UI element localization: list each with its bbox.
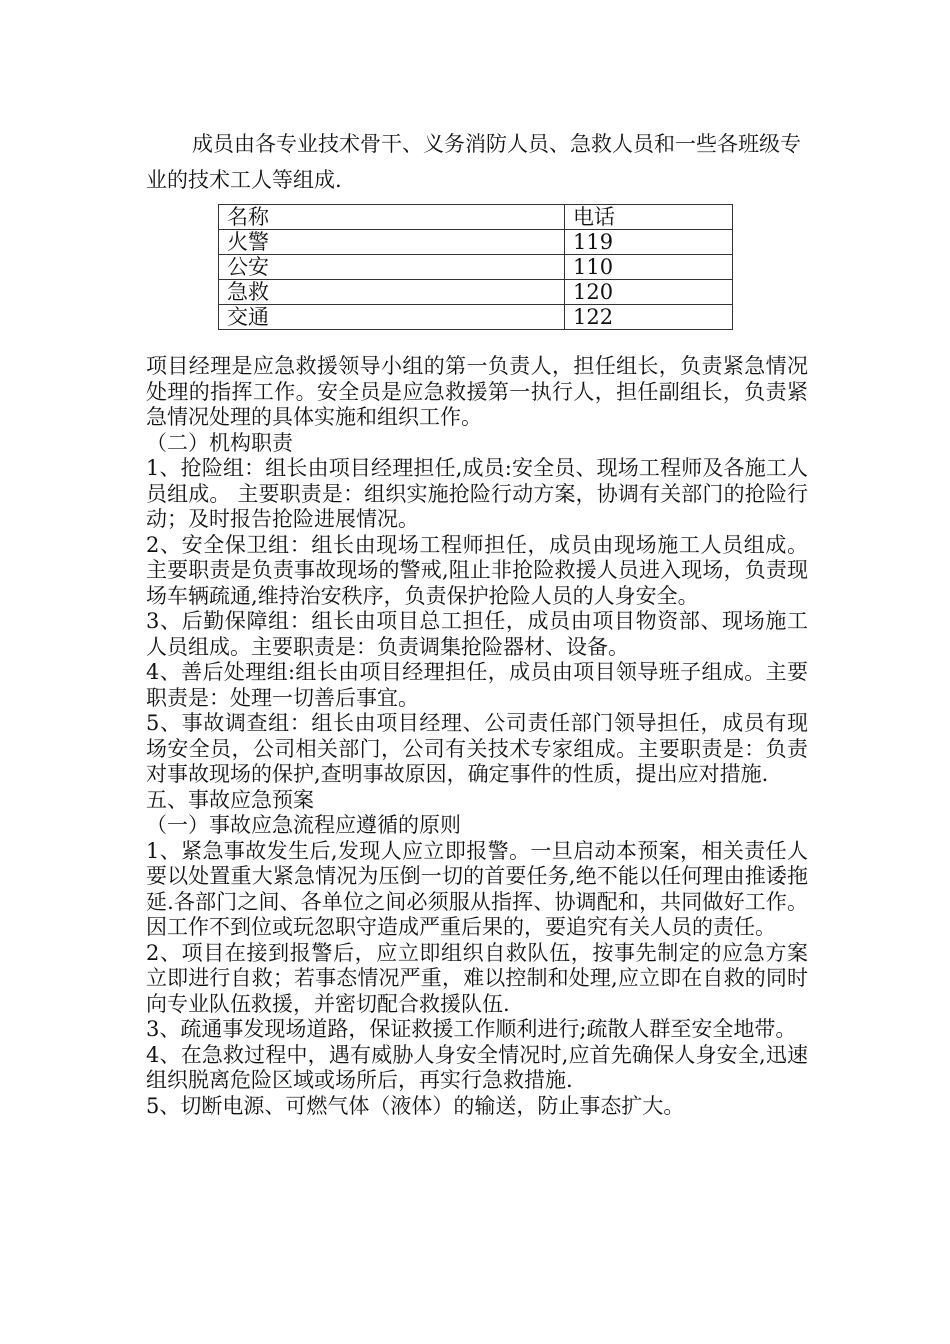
- duty-aftermath-group: 4、善后处理组:组长由项目经理担任，成员由项目领导班子组成。主要职责是：处理一切善后事宜。: [146, 660, 808, 710]
- duty-investigation-group: 5、事故调查组：组长由项目经理、公司责任部门领导担任，成员有现场安全员，公司相关部门，公司有关技术专家组成。主要职责是：负责对事故现场的保护,查明事故原因，确定事件的性质，提出应对措施.: [146, 711, 808, 786]
- principle-2: 2、项目在接到报警后，应立即组织自救队伍，按事先制定的应急方案立即进行自救；若事态情况严重，难以控制和处理,应立即在自救的同时向专业队伍救援，并密切配合救援队伍.: [146, 940, 808, 1016]
- principle-1: 1、紧急事故发生后,发现人应立即报警。一旦启动本预案，相关责任人要以处置重大紧急情况为压倒一切的首要任务,绝不能以任何理由推诿拖延.各部门之间、各单位之间必须服从指挥、协调配和，共同做好工作。因工作不到位或玩忽职守造成严重后果的，要追究有关人员的责任。: [146, 838, 808, 939]
- header-phone: 电话: [565, 205, 733, 230]
- principle-3: 3、疏通事发现场道路，保证救援工作顺利进行;疏散人群至安全地带。: [146, 1017, 797, 1041]
- table-row: [219, 255, 733, 280]
- emergency-phone-table: [218, 204, 733, 330]
- row-phone: 110: [565, 255, 733, 280]
- section-heading-principles: （一）事故应急流程应遵循的原则: [146, 813, 461, 837]
- row-name: 公安: [219, 255, 565, 280]
- table-row: [219, 305, 733, 330]
- document-body: [146, 354, 808, 1119]
- row-name: 急救: [219, 280, 565, 305]
- leadership-paragraph: 项目经理是应急救援领导小组的第一负责人，担任组长，负责紧急情况处理的指挥工作。安全员是应急救援第一执行人，担任副组长，负责紧急情况处理的具体实施和组织工作。: [146, 354, 808, 429]
- intro-paragraph: [146, 126, 808, 198]
- row-name: 火警: [219, 230, 565, 255]
- table-row: [219, 230, 733, 255]
- section-heading-duties: （二）机构职责: [146, 430, 293, 455]
- duty-security-group: 2、安全保卫组：组长由现场工程师担任，成员由现场施工人员组成。主要职责是负责事故现场的警戒,阻止非抢险救援人员进入现场，负责现场车辆疏通,维持治安秩序，负责保护抢险人员的人身安全。: [146, 532, 808, 608]
- row-name: 交通: [219, 305, 565, 330]
- row-phone: 119: [565, 230, 733, 255]
- header-name: 名称: [219, 205, 565, 230]
- table-row: [219, 280, 733, 305]
- principle-5: 5、切断电源、可燃气体（液体）的输送，防止事态扩大。: [146, 1093, 685, 1118]
- duty-rescue-group: 1、抢险组：组长由项目经理担任,成员:安全员、现场工程师及各施工人员组成。 主要职责是：组织实施抢险行动方案，协调有关部门的抢险行动；及时报告抢险进展情况。: [146, 456, 808, 531]
- duty-logistics-group: 3、后勤保障组：组长由项目总工担任，成员由项目物资部、现场施工人员组成。主要职责是：负责调集抢险器材、设备。: [146, 609, 808, 659]
- chapter-heading-emergency-plan: 五、事故应急预案: [146, 787, 314, 812]
- intro-text: 成员由各专业技术骨干、义务消防人员、急救人员和一些各班级专业的技术工人等组成.: [146, 132, 801, 192]
- row-phone: 120: [565, 280, 733, 305]
- table-header-row: [219, 205, 733, 230]
- row-phone: 122: [565, 305, 733, 330]
- principle-4: 4、在急救过程中，遇有威胁人身安全情况时,应首先确保人身安全,迅速组织脱离危险区域或场所后，再实行急救措施.: [146, 1042, 808, 1092]
